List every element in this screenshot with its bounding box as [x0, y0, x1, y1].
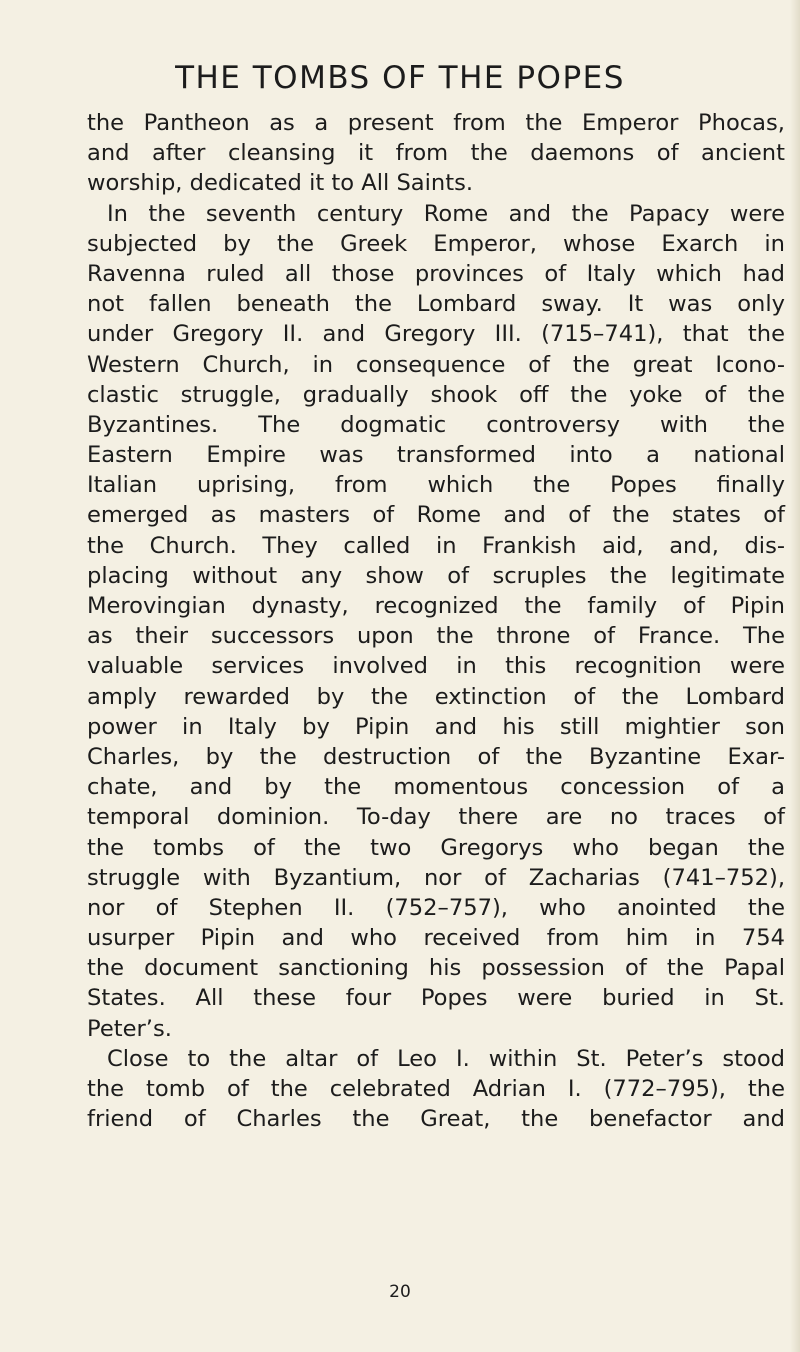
text-line: the Church. They called in Frankish aid, and, dis-: [87, 532, 785, 559]
text-line: not fallen beneath the Lombard sway. It was only: [87, 291, 785, 318]
text-line: usurper Pipin and who received from him in 754: [87, 925, 785, 952]
text-line: the Pantheon as a present from the Emperor Phocas,: [87, 110, 785, 136]
text-line: Byzantines. The dogmatic controversy with the: [87, 411, 785, 438]
page-edge-shadow: [790, 0, 800, 1352]
text-line: Merovingian dynasty, recognized the family of Pipin: [87, 593, 785, 619]
text-line: In the seventh century Rome and the Papacy were: [107, 200, 785, 227]
text-line: struggle with Byzantium, nor of Zacharias (741–752),: [87, 864, 785, 891]
text-line: chate, and by the momentous concession of a: [87, 774, 785, 801]
text-line: under Gregory II. and Gregory III. (715–741), that the: [87, 321, 785, 348]
text-line: Eastern Empire was transformed into a national: [87, 442, 785, 469]
text-line: worship, dedicated it to All Saints.: [87, 170, 474, 197]
text-line: amply rewarded by the extinction of the Lombard: [87, 683, 785, 710]
text-line: valuable services involved in this recognition were: [87, 653, 785, 680]
text-line: temporal dominion. To-day there are no traces of: [87, 804, 785, 831]
text-line: Ravenna ruled all those provinces of Italy which had: [87, 260, 785, 287]
text-line: emerged as masters of Rome and of the states of: [87, 502, 785, 529]
text-line: placing without any show of scruples the legitimate: [87, 562, 785, 589]
text-line: States. All these four Popes were buried in St.: [87, 985, 785, 1012]
text-line: friend of Charles the Great, the benefactor and: [87, 1106, 785, 1133]
text-line: the tombs of the two Gregorys who began the: [87, 834, 785, 861]
text-line: subjected by the Greek Emperor, whose Exarch in: [87, 230, 785, 257]
text-line: as their successors upon the throne of France. The: [87, 623, 785, 650]
text-line: and after cleansing it from the daemons of ancient: [87, 140, 785, 167]
text-line: Western Church, in consequence of the great Icono-: [87, 351, 785, 378]
running-head: THE TOMBS OF THE POPES: [175, 60, 625, 96]
text-line: Italian uprising, from which the Popes finally: [87, 472, 785, 499]
page-number: 20: [389, 1282, 411, 1302]
body-text: [87, 108, 785, 1134]
text-line: Peter’s.: [87, 1015, 172, 1042]
text-line: clastic struggle, gradually shook off the yoke of the: [87, 381, 785, 408]
text-line: power in Italy by Pipin and his still mightier son: [87, 713, 785, 740]
text-line: nor of Stephen II. (752–757), who anointed the: [87, 894, 785, 921]
text-line: Charles, by the destruction of the Byzantine Exar-: [87, 743, 785, 770]
text-line: the tomb of the celebrated Adrian I. (772–795), the: [87, 1076, 785, 1102]
text-line: the document sanctioning his possession of the Papal: [87, 955, 785, 982]
text-line: Close to the altar of Leo I. within St. Peter’s stood: [107, 1045, 785, 1072]
